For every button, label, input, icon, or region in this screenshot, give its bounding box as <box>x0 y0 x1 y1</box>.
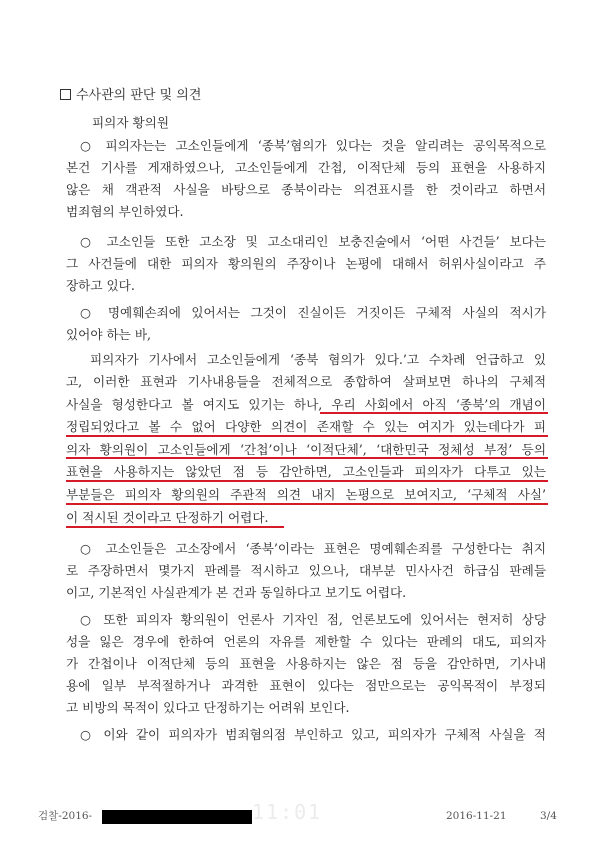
suspect-name-heading: 피의자 황의원 <box>92 115 169 130</box>
empty-checkbox-icon <box>60 89 71 100</box>
body-line-25: 고 비방의 목적이 있다고 단정하기는 어려워 보인다. <box>66 700 350 715</box>
body-line-21: ○ 또한 피의자 황의원이 언론사 기자인 점, 언론보도에 있어서는 현저히 상당 <box>80 612 546 627</box>
body-line-23: 가 간첩이나 이적단체 등의 표현을 사용하지는 않은 점 등을 감안하면, 기사내 <box>66 656 546 671</box>
body-line-4: 범죄혐의 부인하였다. <box>66 204 184 219</box>
body-line-13: 정립되었다고 볼 수 없어 다양한 의견이 존재할 수 있는 여지가 있는데다가 피 <box>66 419 546 434</box>
body-line-16: 부분들은 피의자 황의원의 주관적 의견 내지 논평으로 보여지고, ‘구체적 사실’ <box>66 487 546 502</box>
body-line-2: 본건 기사를 게재하였으나, 고소인들에게 간첩, 이적단체 등의 표현을 사용하지 <box>66 160 546 175</box>
body-line-11: 고, 이러한 표현과 기사내용들을 전체적으로 종합하여 살펴보면 하나의 구체적 <box>66 374 546 389</box>
body-line-8: ○ 명예훼손죄에 있어서는 그것이 진실이든 거짓이든 구체적 사실의 적시가 <box>80 305 546 320</box>
highlight-underline-3 <box>66 457 548 459</box>
body-line-22: 성을 잃은 경우에 한하여 언론의 자유를 제한할 수 있다는 판례의 대도, 피의자 <box>66 634 546 649</box>
section-heading-text: 수사관의 판단 및 의견 <box>76 88 202 103</box>
body-line-3: 않은 채 객관적 사실을 바탕으로 종북이라는 의견표시를 한 것이라고 하면서 <box>66 182 546 197</box>
redaction-bar <box>102 810 252 824</box>
body-line-1: ○ 피의자는는 고소인들에게 ‘종북’혐의가 있다는 것을 알리려는 공익목적으로 <box>80 138 546 153</box>
body-line-12: 사실을 형성한다고 볼 여지도 있기는 하나, 우리 사회에서 아직 ‘종북’의 개념이 <box>66 397 546 412</box>
body-line-24: 용에 일부 부적절하거나 과격한 표현이 있다는 점만으로는 공익목적이 부정되 <box>66 678 546 693</box>
highlight-underline-6 <box>66 526 284 528</box>
document-number-prefix: 검찰-2016- <box>38 810 93 822</box>
body-line-17: 이 적시된 것이라고 단정하기 어렵다. <box>66 510 269 525</box>
body-line-20: 이고, 기본적인 사실관계가 본 건과 동일하다고 보기도 어렵다. <box>66 585 407 600</box>
body-line-14: 의자 황의원이 고소인들에게 ‘간첩’이나 ‘이적단체’, ‘대한민국 정체성 부정’ 등의 <box>66 442 546 457</box>
faint-stamp: 11:01 <box>252 800 323 824</box>
body-line-19: 로 주장하면서 몇가지 판례를 적시하고 있으나, 대부분 민사사건 하급심 판례들 <box>66 563 546 578</box>
highlight-underline-4 <box>66 480 548 482</box>
highlight-underline-2 <box>66 435 548 437</box>
body-line-10: 피의자가 기사에서 고소인들에게 ‘종북 혐의가 있다.’고 수차례 언급하고 있 <box>90 352 546 367</box>
body-line-15: 표현을 사용하지는 않았던 점 등 감안하면, 고소인들과 피의자가 다투고 있는 <box>66 464 546 479</box>
body-line-9: 있어야 하는 바, <box>66 327 152 342</box>
body-line-26: ○ 이와 같이 피의자가 범죄혐의점 부인하고 있고, 피의자가 구체적 사실을 적 <box>80 727 546 742</box>
section-heading <box>60 86 201 106</box>
page-number: 3/4 <box>540 810 557 822</box>
footer-date: 2016-11-21 <box>446 810 507 822</box>
body-line-7: 장하고 있다. <box>66 278 135 293</box>
highlight-underline-5 <box>66 503 548 505</box>
highlight-underline-1 <box>320 412 548 414</box>
body-line-6: 그 사건들에 대한 피의자 황의원의 주장이나 논평에 대해서 허위사실이라고 주 <box>66 256 546 271</box>
body-line-5: ○ 고소인들 또한 고소장 및 고소대리인 보충진술에서 ‘어떤 사건들’ 보다는 <box>80 234 546 249</box>
body-line-18: ○ 고소인들은 고소장에서 ‘종북’이라는 표현은 명예훼손죄를 구성한다는 취지 <box>80 541 546 556</box>
